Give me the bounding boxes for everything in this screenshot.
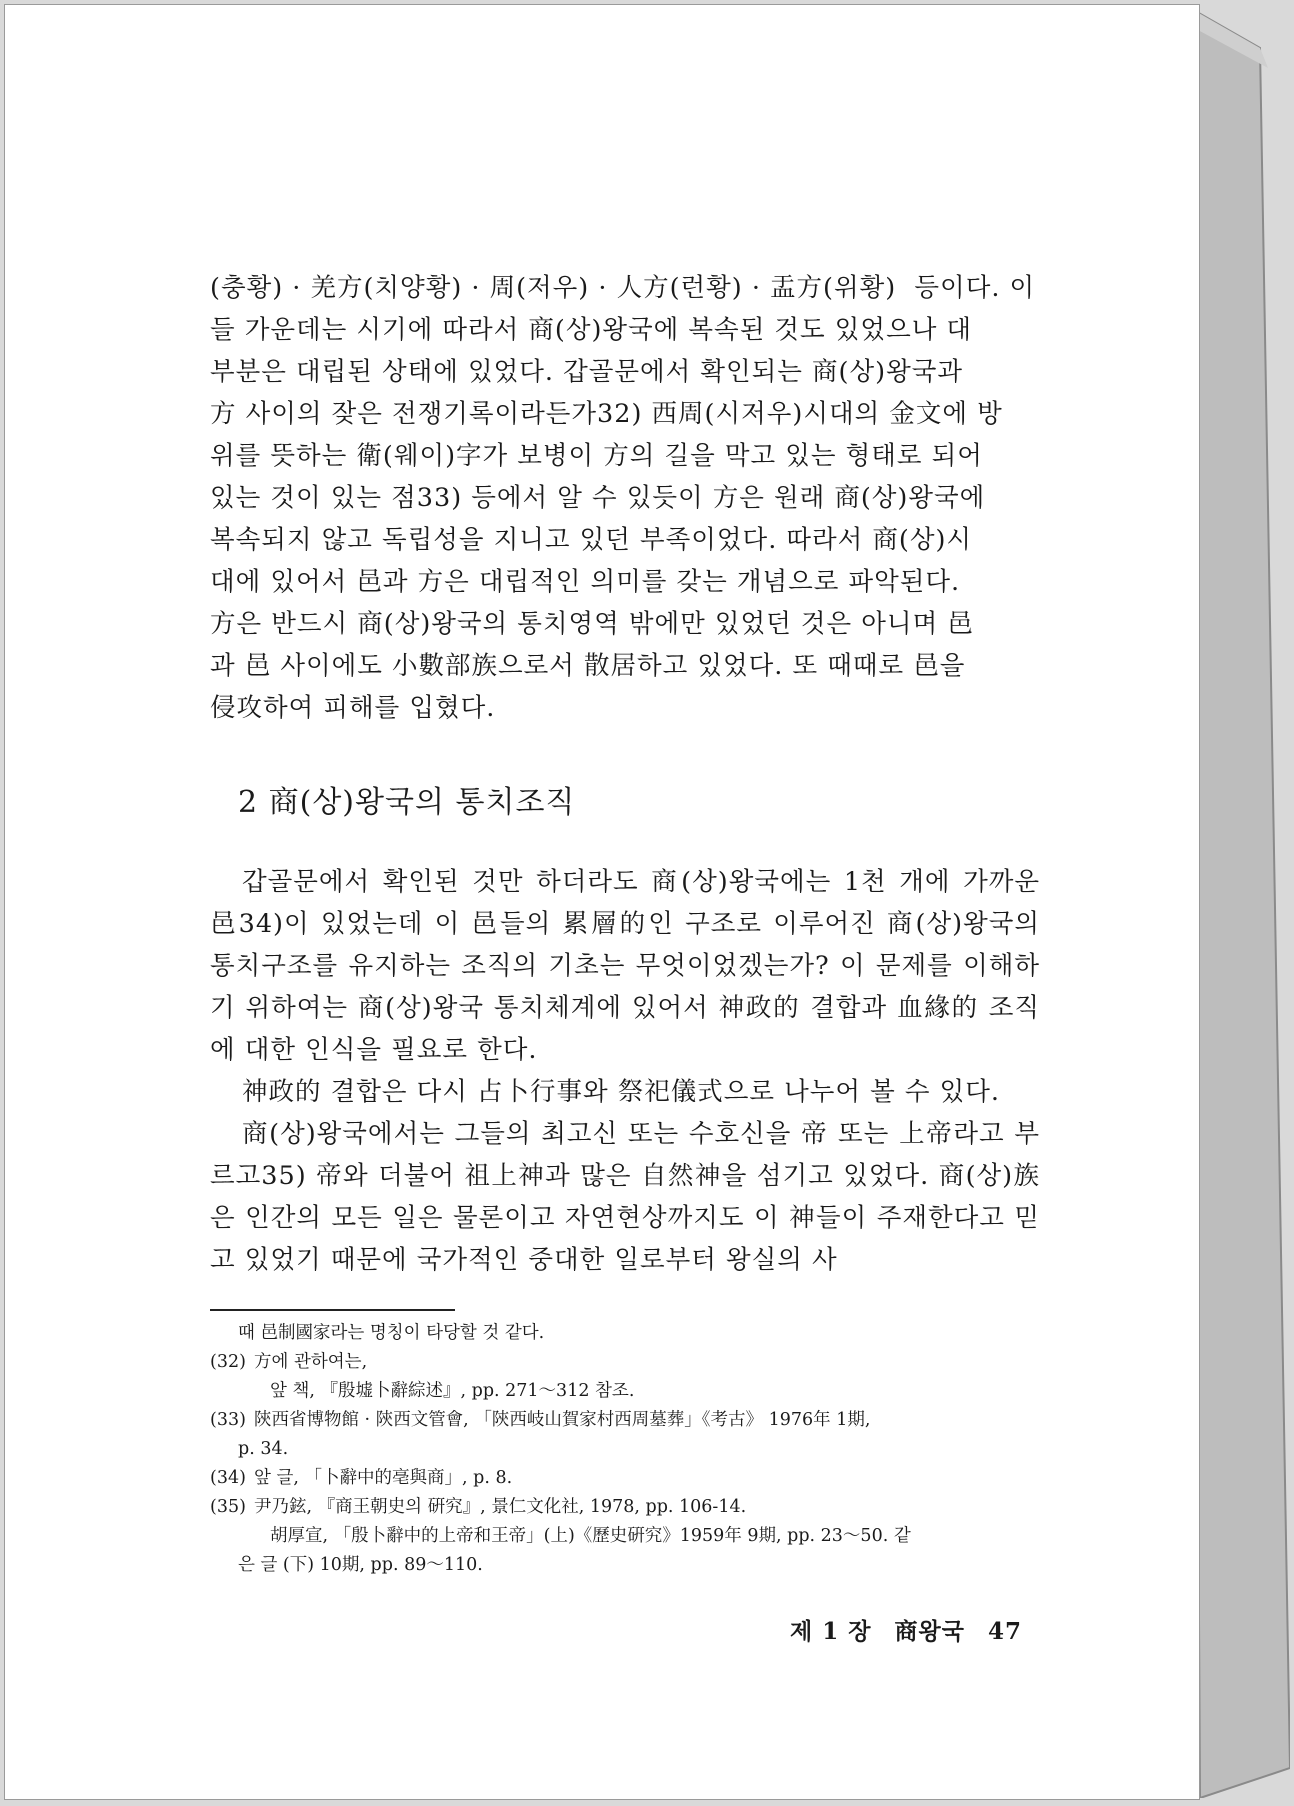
footnote-line [210,1522,1040,1551]
footnote-text: 은 글 (下) 10期, pp. 89～110. [238,1555,483,1575]
footnote-line [210,1435,1040,1464]
footnote-text: 尹乃鉉, 『商王朝史의 硏究』, 景仁文化社, 1978, pp. 106-14. [254,1497,747,1517]
text-line: 과 邑 사이에도 小數部族으로서 散居하고 있었다. 또 때때로 邑을 [210,651,966,681]
footnote-line [210,1377,1040,1406]
footnote-divider [210,1309,455,1311]
page-number: 47 [987,1618,1022,1645]
book-page-edge [1190,8,1290,1798]
footnote-text: 앞 책, 『殷墟卜辭綜述』, pp. 271～312 참조. [270,1381,635,1401]
footnote-line [210,1348,1040,1377]
footnote-number: (35) [210,1497,246,1517]
text-line: (충황) · 羌方(치양황) · 周(저우) · 人方(런황) · 盂方(위황) 등이다. 이 [210,273,1036,303]
footnote-text: 陝西省博物館 · 陝西文管會, 「陝西岐山賀家村西周墓葬」《考古》 1976年 1期, [254,1410,871,1430]
footnote-number: (32) [210,1352,246,1372]
footnote-number: (34) [210,1468,246,1488]
section-body [210,861,1040,1281]
text-line: 위를 뜻하는 衛(웨이)字가 보병이 方의 길을 막고 있는 형태로 되어 [210,441,983,471]
footnote-text: 때 邑制國家라는 명칭이 타당할 것 같다. [238,1323,545,1343]
footnotes [210,1319,1040,1580]
paragraph: 神政的 결합은 다시 占卜行事와 祭祀儀式으로 나누어 볼 수 있다. [242,1077,1000,1107]
footnote-text: 方에 관하여는, [254,1352,368,1372]
section-heading: 2 商(상)왕국의 통치조직 [238,785,576,820]
footnote-line [210,1551,1040,1580]
paragraph: 갑골문에서 확인된 것만 하더라도 商(상)왕국에는 1천 개에 가까운 邑34)이 있었는데 이 邑들의 累層的인 구조로 이루어진 商(상)왕국의 통치구조를 유지하는 조직의 기초는 무엇이었겠는가? 이 문제를 이해하기 위하여는 商(상)왕국 통치체계에 있어서 神政的 결합과 血緣的 조직에 대한 인식을 필요로 한다. [210,867,1040,1065]
footnote-text: p. 34. [238,1439,289,1459]
running-head-title: 商왕국 [894,1618,965,1645]
text-line: 있는 것이 있는 점33) 등에서 알 수 있듯이 方은 원래 商(상)왕국에 [210,483,986,513]
text-line: 侵攻하여 피해를 입혔다. [210,693,496,723]
text-line: 들 가운데는 시기에 따라서 商(상)왕국에 복속된 것도 있었으나 대 [210,315,973,345]
footnote-text: 胡厚宣, 「殷卜辭中的上帝和王帝」(上)《歷史硏究》1959年 9期, pp. 23～50. 같 [270,1526,911,1546]
footnote-line [210,1406,1040,1435]
text-line: 方 사이의 잦은 전쟁기록이라든가32) 西周(시저우)시대의 金文에 방 [210,399,1003,429]
document-page [4,4,1200,1800]
intro-text [210,267,1040,729]
paragraph: 商(상)왕국에서는 그들의 최고신 또는 수호신을 帝 또는 上帝라고 부르고35) 帝와 더불어 祖上神과 많은 自然神을 섬기고 있었다. 商(상)族은 인간의 모든 일은 물론이고 자연현상까지도 이 神들이 주재한다고 믿고 있었기 때문에 국가적인 중대한 일로부터 왕실의 사 [210,1119,1040,1275]
footnote-line [210,1493,1040,1522]
text-line: 복속되지 않고 독립성을 지니고 있던 부족이었다. 따라서 商(상)시 [210,525,973,555]
text-line: 부분은 대립된 상태에 있었다. 갑골문에서 확인되는 商(상)왕국과 [210,357,963,387]
footnote-number: (33) [210,1410,246,1430]
footnote-line [210,1319,1040,1348]
text-line: 方은 반드시 商(상)왕국의 통치영역 밖에만 있었던 것은 아니며 邑 [210,609,974,639]
footnote-line [210,1464,1040,1493]
page-content [210,267,1040,1580]
footnote-text: 앞 글, 「卜辭中的亳與商」, p. 8. [254,1468,513,1488]
page-footer [790,1613,1036,1646]
running-head-chapter: 제 1 장 [790,1618,872,1645]
text-line: 대에 있어서 邑과 方은 대립적인 의미를 갖는 개념으로 파악된다. [210,567,961,597]
